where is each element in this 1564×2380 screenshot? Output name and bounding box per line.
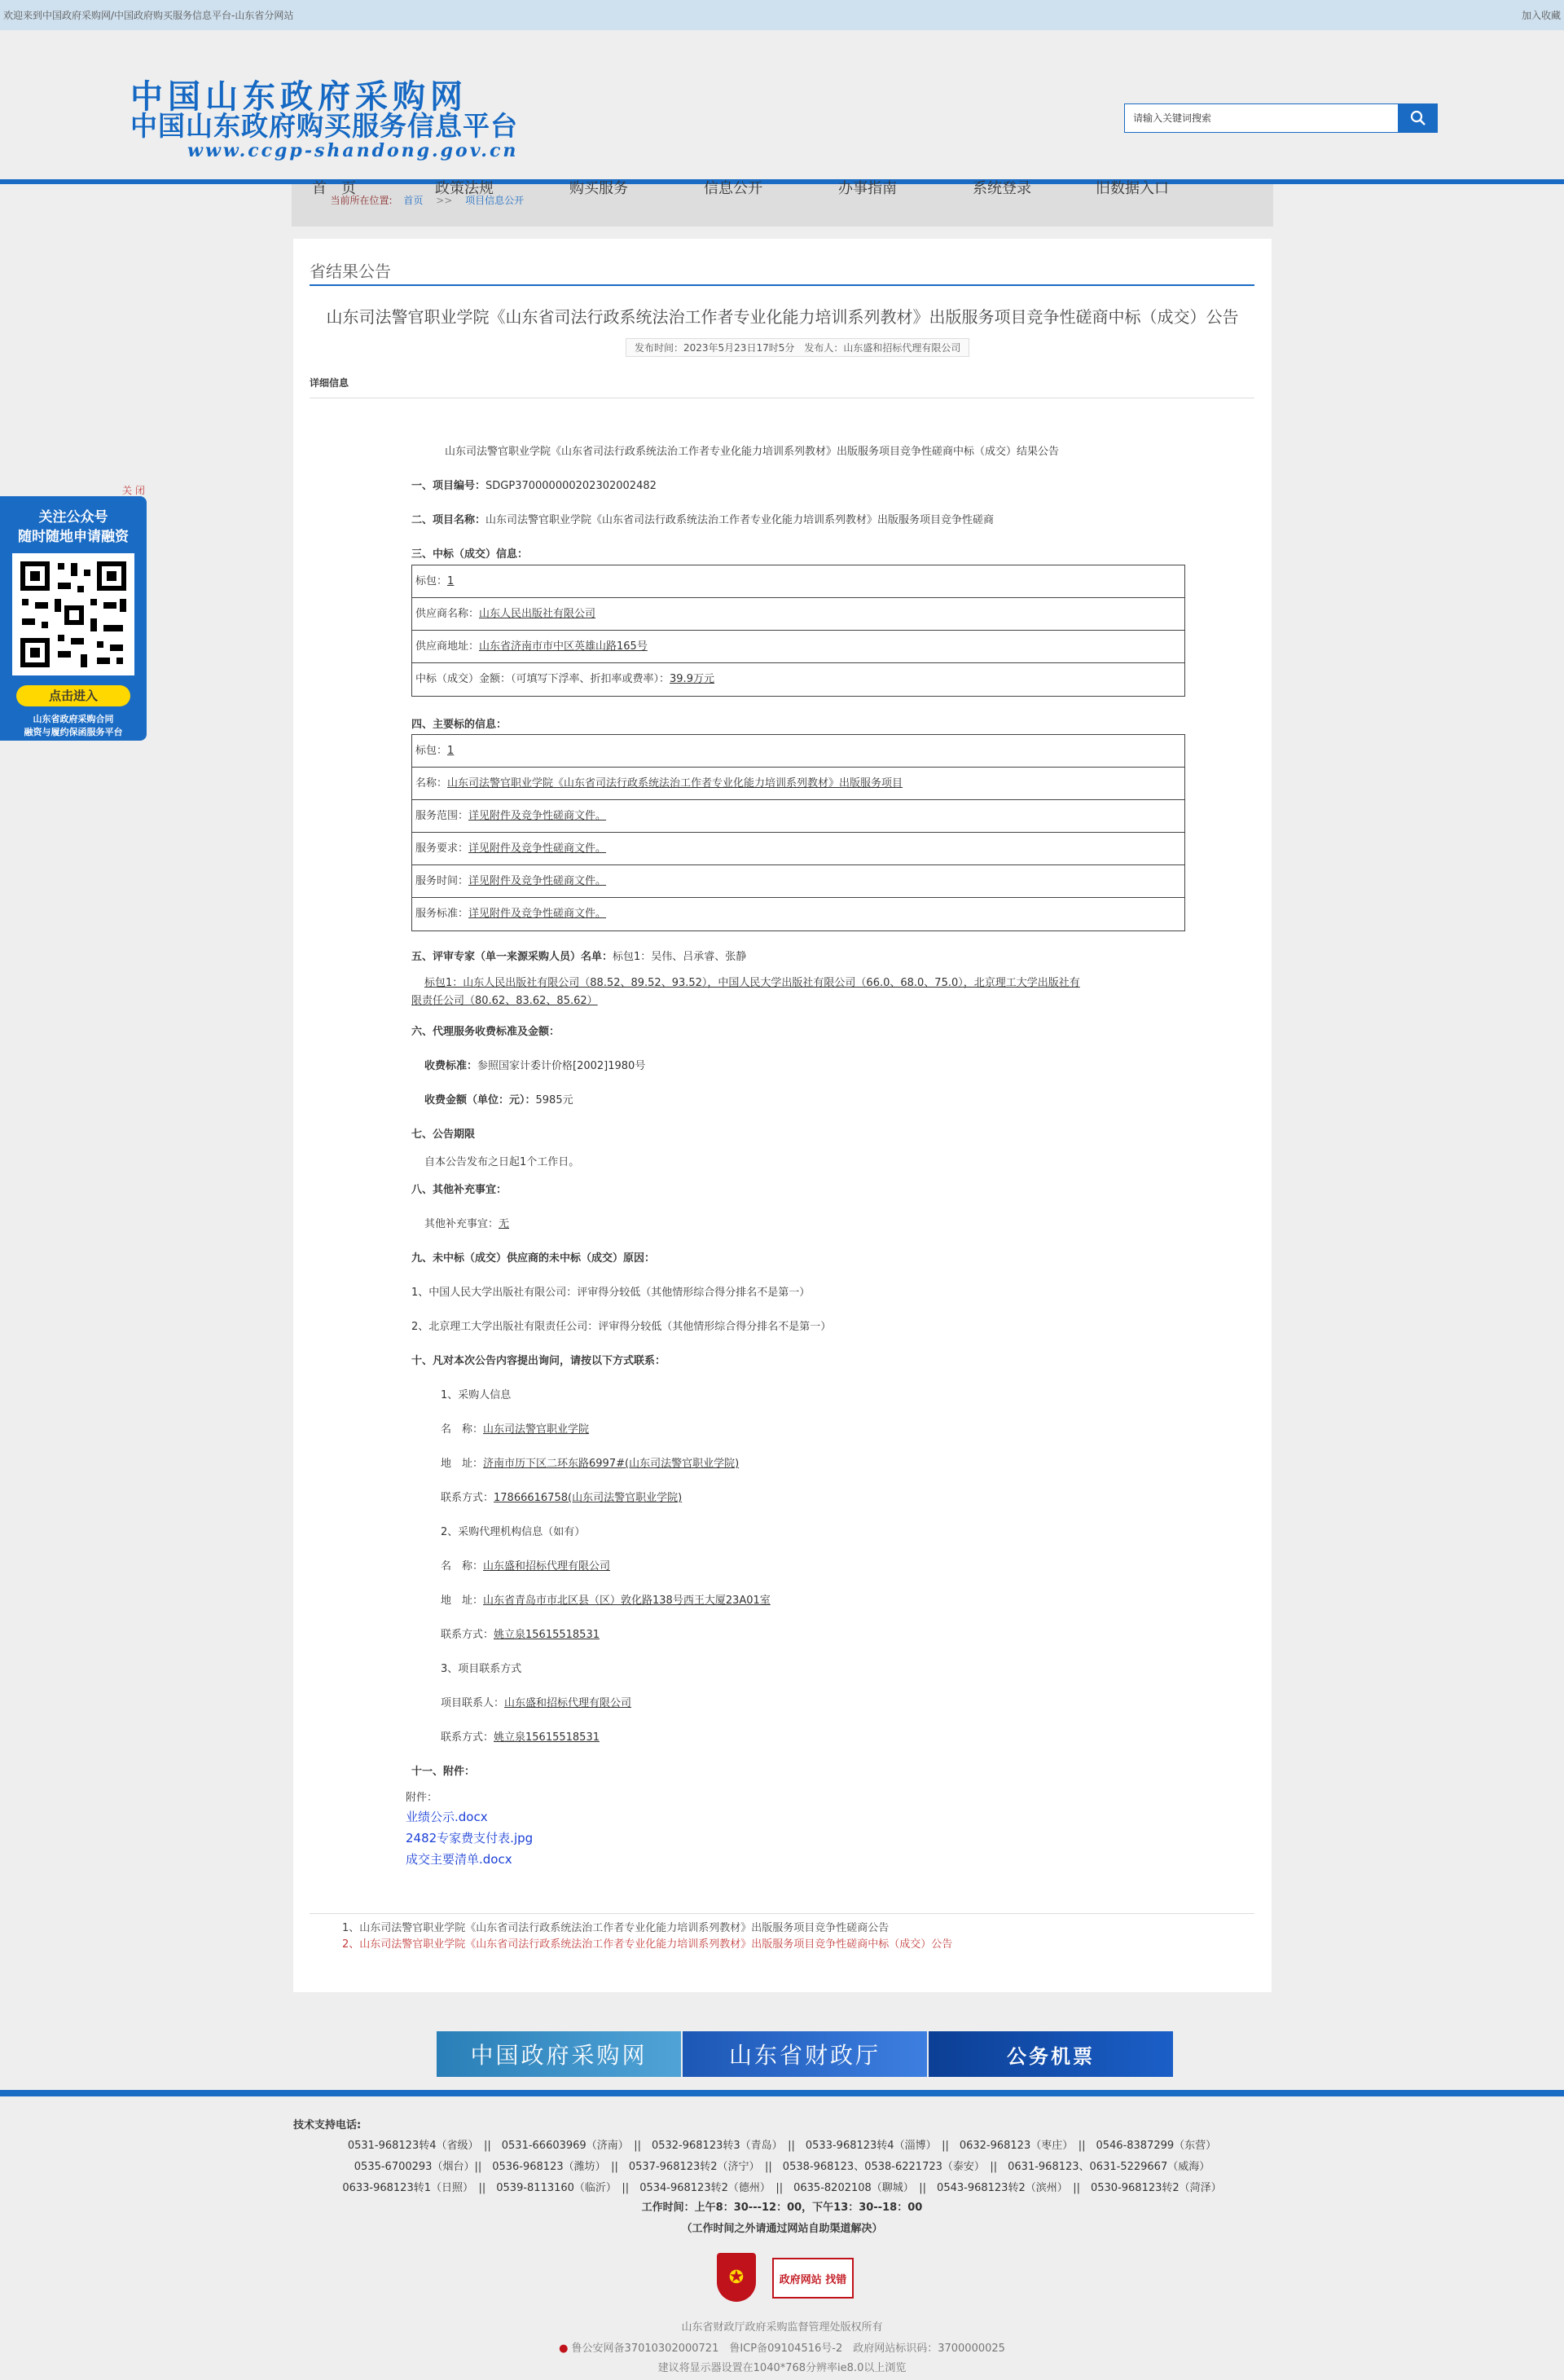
section-losers-title: 九、未中标（成交）供应商的未中标（成交）原因：	[411, 1252, 656, 1265]
winner-row-address	[412, 631, 1184, 663]
floating-ad-footer-2: 融资与履约保函服务平台	[24, 727, 123, 737]
contact-buyer-title: 1、采购人信息	[441, 1389, 512, 1401]
related-notice-1[interactable]: 1、山东司法警官职业学院《山东省司法行政系统法治工作者专业化能力培训系列教材》出版服务项目竞争性磋商公告	[342, 1922, 890, 1934]
top-bar	[0, 0, 1564, 30]
category-underline	[310, 284, 1254, 286]
phones-line-3: 0633-968123转1（日照） || 0539-8113160（临沂） || 0534-968123转2（德州） || 0635-8202108（聊城） || 0543-968123转2（滨州） || 0530-968123转2（菏泽）	[342, 2182, 1222, 2194]
breadcrumb-current[interactable]: 项目信息公开	[465, 195, 525, 206]
floating-ad-close[interactable]: 关 闭	[122, 485, 145, 496]
subject-std-label: 服务标准：	[415, 908, 469, 920]
article-panel	[293, 239, 1272, 1992]
badge-text-2: 找错	[825, 2273, 847, 2286]
buyer-addr-label: 地 址：	[441, 1458, 484, 1470]
section-attachments-title: 十一、附件：	[411, 1766, 476, 1778]
attachment-link-3[interactable]: 成交主要清单.docx	[406, 1852, 512, 1867]
agency-name-label: 名 称：	[441, 1560, 484, 1573]
winner-row-name	[412, 598, 1184, 631]
fee-amount-value: 5985元	[535, 1094, 573, 1106]
attachment-link-1[interactable]: 业绩公示.docx	[406, 1810, 488, 1824]
winner-row-package	[412, 565, 1184, 598]
subject-std-value: 详见附件及竞争性磋商文件。	[468, 908, 607, 920]
logo-line-2: 中国山东政府购买服务信息平台	[130, 110, 518, 142]
breadcrumb-label: 当前所在位置:	[330, 195, 393, 206]
nav-item-purchase-service[interactable]: 购买服务	[569, 180, 628, 197]
subject-req-label: 服务要求：	[415, 842, 469, 855]
winner-amount-label: 中标（成交）金额：（可填写下浮率、折扣率或费率）：	[415, 673, 670, 685]
buyer-name-label: 名 称：	[441, 1423, 484, 1436]
floating-ad-enter-button[interactable]: 点击进入	[16, 685, 130, 706]
section-period-title: 七、公告期限	[411, 1128, 476, 1141]
subject-req-value: 详见附件及竞争性磋商文件。	[468, 842, 607, 855]
loser-reason-1: 1、中国人民大学出版社有限公司：评审得分较低（其他情形综合得分排名不是第一）	[411, 1287, 811, 1299]
welcome-text: 欢迎来到中国政府采购网/中国政府购买服务信息平台-山东省分网站	[3, 10, 294, 21]
agency-name-value: 山东盛和招标代理有限公司	[483, 1560, 611, 1573]
fee-standard-value: 参照国家计委计价格[2002]1980号	[477, 1060, 646, 1072]
article-title: 山东司法警官职业学院《山东省司法行政系统法治工作者专业化能力培训系列教材》出版服务项目竞争性磋商中标（成交）公告	[326, 307, 1239, 327]
subject-row-name	[412, 768, 1184, 800]
nav-item-policy[interactable]: 政策法规	[435, 180, 494, 197]
logo-url: www.ccgp-shandong.gov.cn	[187, 140, 519, 161]
qr-code-icon	[12, 553, 134, 675]
footer	[0, 2096, 1564, 2380]
fee-standard	[424, 1057, 645, 1072]
floating-ad-footer-1: 山东省政府采购合同	[33, 714, 114, 724]
contact-agency-title: 2、采购代理机构信息（如有）	[441, 1526, 586, 1538]
project-number-value: SDGP370000000202302002482	[485, 480, 657, 492]
icp-record	[0, 2339, 1564, 2355]
attachments-label: 附件：	[406, 1792, 438, 1804]
party-emblem-icon[interactable]: ✪	[717, 2253, 756, 2302]
winner-amount-value: 39.9万元	[670, 673, 714, 685]
phones-line-2: 0535-6700293（烟台）|| 0536-968123（潍坊） || 0537-968123转2（济宁） || 0538-968123、0538-6221723（泰安） || 0631-968123、0631-5229667（威海）	[354, 2161, 1210, 2173]
phones-line-1: 0531-968123转4（省级） || 0531-66603969（济南） || 0532-968123转3（青岛） || 0533-968123转4（淄博） || 0632-968123（枣庄） || 0546-8387299（东营）	[347, 2140, 1217, 2152]
site-logo[interactable]	[130, 79, 554, 161]
contact-project-tel	[441, 1728, 600, 1744]
subject-row-package	[412, 735, 1184, 768]
related-notice-2[interactable]: 2、山东司法警官职业学院《山东省司法行政系统法治工作者专业化能力培训系列教材》出版服务项目竞争性磋商中标（成交）公告	[342, 1938, 953, 1951]
header	[0, 30, 1564, 197]
project-name-value: 山东司法警官职业学院《山东省司法行政系统法治工作者专业化能力培训系列教材》出版服务项目竞争性磋商	[485, 514, 995, 526]
detail-label: 详细信息	[310, 377, 349, 389]
search-button[interactable]	[1399, 103, 1438, 133]
icp-text: 鲁公安网备37010302000721 鲁ICP备09104516号-2 政府网站标识码：3700000025	[571, 2343, 1005, 2355]
police-badge-icon: ●	[559, 2343, 569, 2355]
breadcrumb-home[interactable]: 首页	[403, 195, 424, 206]
nav-item-old-data[interactable]: 旧数据入口	[1096, 180, 1169, 197]
scores-line-2: 限责任公司（80.62、83.62、85.62）	[411, 995, 598, 1007]
article-meta: 发布时间：2023年5月23日17时5分 发布人：山东盛和招标代理有限公司	[626, 338, 969, 357]
fee-amount-label: 收费金额（单位：元）：	[424, 1094, 536, 1106]
contact-project-person	[441, 1694, 631, 1709]
experts-value: 标包1：吴伟、吕承睿、张静	[613, 951, 747, 963]
experts-label: 五、评审专家（单一来源采购人员）名单：	[411, 951, 613, 963]
section-winner-title: 三、中标（成交）信息：	[411, 548, 529, 561]
buyer-addr-value: 济南市历下区二环东路6997#(山东司法警官职业学院)	[483, 1458, 740, 1470]
project-tel-value: 姚立泉15615518531	[494, 1731, 600, 1744]
project-name-label: 二、项目名称：	[411, 514, 486, 526]
winner-row-amount	[412, 663, 1184, 696]
main-nav	[277, 177, 1189, 209]
subject-row-scope	[412, 800, 1184, 833]
support-phones	[326, 2136, 1238, 2199]
subject-time-value: 详见附件及竞争性磋商文件。	[468, 875, 607, 887]
project-number	[411, 477, 657, 492]
footer-divider	[0, 2090, 1564, 2096]
subject-row-time	[412, 865, 1184, 898]
subject-pkg-value: 1	[447, 745, 455, 757]
add-favorite-link[interactable]: 加入收藏	[1521, 10, 1561, 21]
nav-item-home[interactable]: 首 页	[312, 180, 356, 197]
floating-ad-title	[0, 508, 147, 547]
subject-name-label: 名称：	[415, 777, 448, 790]
winner-name-value: 山东人民出版社有限公司	[479, 608, 596, 620]
subject-pkg-label: 标包：	[415, 745, 448, 757]
floating-ad-line-1: 关注公众号	[38, 509, 108, 526]
logo-line-1: 中国山东政府采购网	[130, 77, 468, 116]
banner-sd-finance[interactable]: 山东省财政厅	[683, 2031, 927, 2077]
section-fee-title: 六、代理服务收费标准及金额：	[411, 1026, 560, 1038]
subject-row-requirement	[412, 833, 1184, 865]
agency-tel-label: 联系方式：	[441, 1629, 494, 1641]
loser-reason-2: 2、北京理工大学出版社有限责任公司：评审得分较低（其他情形综合得分排名不是第一）	[411, 1321, 832, 1333]
buyer-name-value: 山东司法警官职业学院	[483, 1423, 590, 1436]
winner-pkg-label: 标包：	[415, 575, 448, 587]
nav-item-login[interactable]: 系统登录	[973, 180, 1031, 197]
contact-agency-address	[441, 1591, 771, 1607]
fee-standard-label: 收费标准：	[424, 1060, 478, 1072]
contact-buyer-tel	[441, 1489, 682, 1504]
project-tel-label: 联系方式：	[441, 1731, 494, 1744]
contact-agency-name	[441, 1557, 610, 1573]
project-contact-label: 项目联系人：	[441, 1697, 505, 1709]
nav-item-info-public[interactable]: 信息公开	[704, 180, 762, 197]
tech-support-label: 技术支持电话:	[293, 2119, 362, 2131]
banner-air-ticket[interactable]: 公务机票	[929, 2031, 1173, 2077]
floating-ad-line-2: 随时随地申请融资	[18, 529, 129, 545]
partner-banners	[437, 2031, 1173, 2077]
subject-table	[411, 734, 1185, 931]
attachment-link-2[interactable]: 2482专家费支付表.jpg	[406, 1831, 534, 1845]
gov-site-error-badge[interactable]	[772, 2258, 854, 2299]
section-other-title: 八、其他补充事宜：	[411, 1184, 507, 1196]
search-input[interactable]	[1124, 103, 1399, 133]
nav-item-guide[interactable]: 办事指南	[838, 180, 897, 197]
subject-name-value: 山东司法警官职业学院《山东省司法行政系统法治工作者专业化能力培训系列教材》出版服务项目	[447, 777, 903, 790]
breadcrumb-separator: >>	[436, 195, 453, 206]
scores-line-1: 标包1：山东人民出版社有限公司（88.52、89.52、93.52），中国人民大学出版社有限公司（66.0、68.0、75.0），北京理工大学出版社有	[424, 977, 1080, 989]
category-title: 省结果公告	[310, 262, 391, 281]
related-notices	[310, 1913, 1254, 1953]
work-hours	[0, 2197, 1564, 2240]
contact-buyer-name	[441, 1420, 589, 1436]
winner-addr-value: 山东省济南市市中区英雄山路165号	[479, 640, 648, 653]
subject-scope-label: 服务范围：	[415, 810, 469, 822]
subject-row-standard	[412, 898, 1184, 930]
contact-project-title: 3、项目联系方式	[441, 1663, 522, 1675]
contact-buyer-address	[441, 1454, 739, 1470]
section-contact-title: 十、凡对本次公告内容提出询问，请按以下方式联系：	[411, 1355, 666, 1367]
section-experts	[411, 948, 746, 963]
subject-scope-value: 详见附件及竞争性磋商文件。	[468, 810, 607, 822]
buyer-tel-label: 联系方式：	[441, 1492, 494, 1504]
other-matters-value: 无	[499, 1218, 510, 1230]
badge-text-1: 政府网站	[779, 2273, 822, 2286]
section-subject-title: 四、主要标的信息：	[411, 719, 507, 731]
project-contact-value: 山东盛和招标代理有限公司	[504, 1697, 632, 1709]
other-matters-label: 其他补充事宜：	[424, 1218, 499, 1230]
floating-ad-footer	[0, 713, 147, 739]
subject-time-label: 服务时间：	[415, 875, 469, 887]
copyright: 山东省财政厅政府采购监督管理处版权所有	[681, 2321, 883, 2334]
work-hours-text: 工作时间：上午8：30---12：00，下午13：30--18：00	[641, 2202, 923, 2214]
agency-tel-value: 姚立泉15615518531	[494, 1629, 600, 1641]
period-value: 自本公告发布之日起1个工作日。	[424, 1156, 580, 1168]
agency-addr-label: 地 址：	[441, 1595, 484, 1607]
content-heading: 山东司法警官职业学院《山东省司法行政系统法治工作者专业化能力培训系列教材》出版服务项目竞争性磋商中标（成交）结果公告	[445, 446, 1060, 458]
work-hours-note: （工作时间之外请通过网站自助渠道解决）	[681, 2223, 883, 2235]
winner-addr-label: 供应商地址：	[415, 640, 480, 653]
contact-agency-tel	[441, 1626, 600, 1641]
winner-pkg-value: 1	[447, 575, 455, 587]
buyer-tel-value: 17866616758(山东司法警官职业学院)	[494, 1492, 683, 1504]
search-icon	[1410, 110, 1426, 126]
browser-note: 建议将显示器设置在1040*768分辨率ie8.0以上浏览	[657, 2362, 907, 2374]
agency-addr-value: 山东省青岛市市北区县（区）敦化路138号西王大厦23A01室	[483, 1595, 771, 1607]
banner-ccgp[interactable]: 中国政府采购网	[437, 2031, 681, 2077]
winner-name-label: 供应商名称：	[415, 608, 480, 620]
project-name	[411, 511, 994, 526]
footer-badges	[717, 2253, 854, 2302]
floating-ad[interactable]	[0, 485, 147, 741]
fee-amount	[424, 1091, 573, 1106]
other-matters	[424, 1215, 509, 1230]
winner-table	[411, 565, 1185, 697]
search-box	[1124, 103, 1438, 133]
project-number-label: 一、项目编号：	[411, 480, 486, 492]
